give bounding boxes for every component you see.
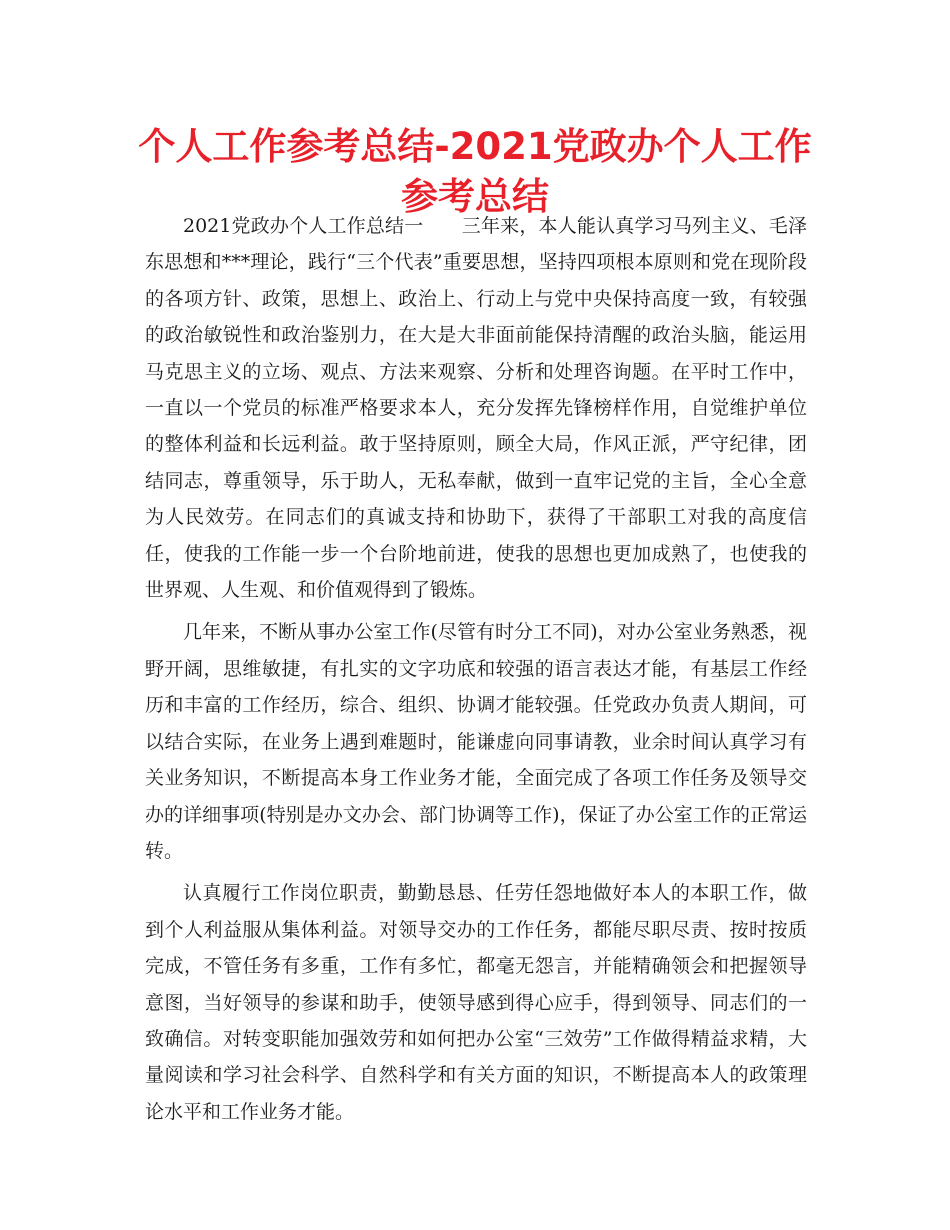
paragraph-3: 认真履行工作岗位职责，勤勤恳恳、任劳任怨地做好本人的本职工作，做到个人利益服从集体利益。对领导交办的工作任务，都能尽职尽责、按时按质完成，不管任务有多重，工作有多忙，都毫无怨言，并能精确领会和把握领导意图，当好领导的参谋和助手，使领导感到得心应手，得到领导、同志们的一致确信。对转变职能加强效劳和如何把办公室“三效劳”工作做得精益求精，大量阅读和学习社会科学、自然科学和有关方面的知识，不断提高本人的政策理论水平和工作业务才能。 [145, 882, 807, 1123]
document-body [145, 208, 807, 1136]
paragraph-1: 2021党政办个人工作总结一 三年来，本人能认真学习马列主义、毛泽东思想和***理论，践行“三个代表”重要思想，坚持四项根本原则和党在现阶段的各项方针、政策，思想上、政治上、行动上与党中央保持高度一致，有较强的政治敏锐性和政治鉴别力，在大是大非面前能保持清醒的政治头脑，能运用马克思主义的立场、观点、方法来观察、分析和处理咨询题。在平时工作中，一直以一个党员的标准严格要求本人，充分发挥先锋榜样作用，自觉维护单位的整体利益和长远利益。敢于坚持原则，顾全大局，作风正派，严守纪律，团结同志，尊重领导，乐于助人，无私奉献，做到一直牢记党的主旨，全心全意为人民效劳。在同志们的真诚支持和协助下，获得了干部职工对我的高度信任，使我的工作能一步一个台阶地前进，使我的思想也更加成熟了，也使我的世界观、人生观、和价值观得到了锻炼。 [145, 215, 807, 602]
page-title: 个人工作参考总结-2021党政办个人工作参考总结 [138, 125, 812, 218]
paragraph-2: 几年来，不断从事办公室工作(尽管有时分工不同)，对办公室业务熟悉，视野开阔，思维敏捷，有扎实的文字功底和较强的语言表达才能，有基层工作经历和丰富的工作经历，综合、组织、协调才能较强。任党政办负责人期间，可以结合实际，在业务上遇到难题时，能谦虚向同事请教，业余时间认真学习有关业务知识，不断提高本身工作业务才能，全面完成了各项工作任务及领导交办的详细事项(特别是办文办会、部门协调等工作)，保证了办公室工作的正常运转。 [145, 621, 807, 862]
